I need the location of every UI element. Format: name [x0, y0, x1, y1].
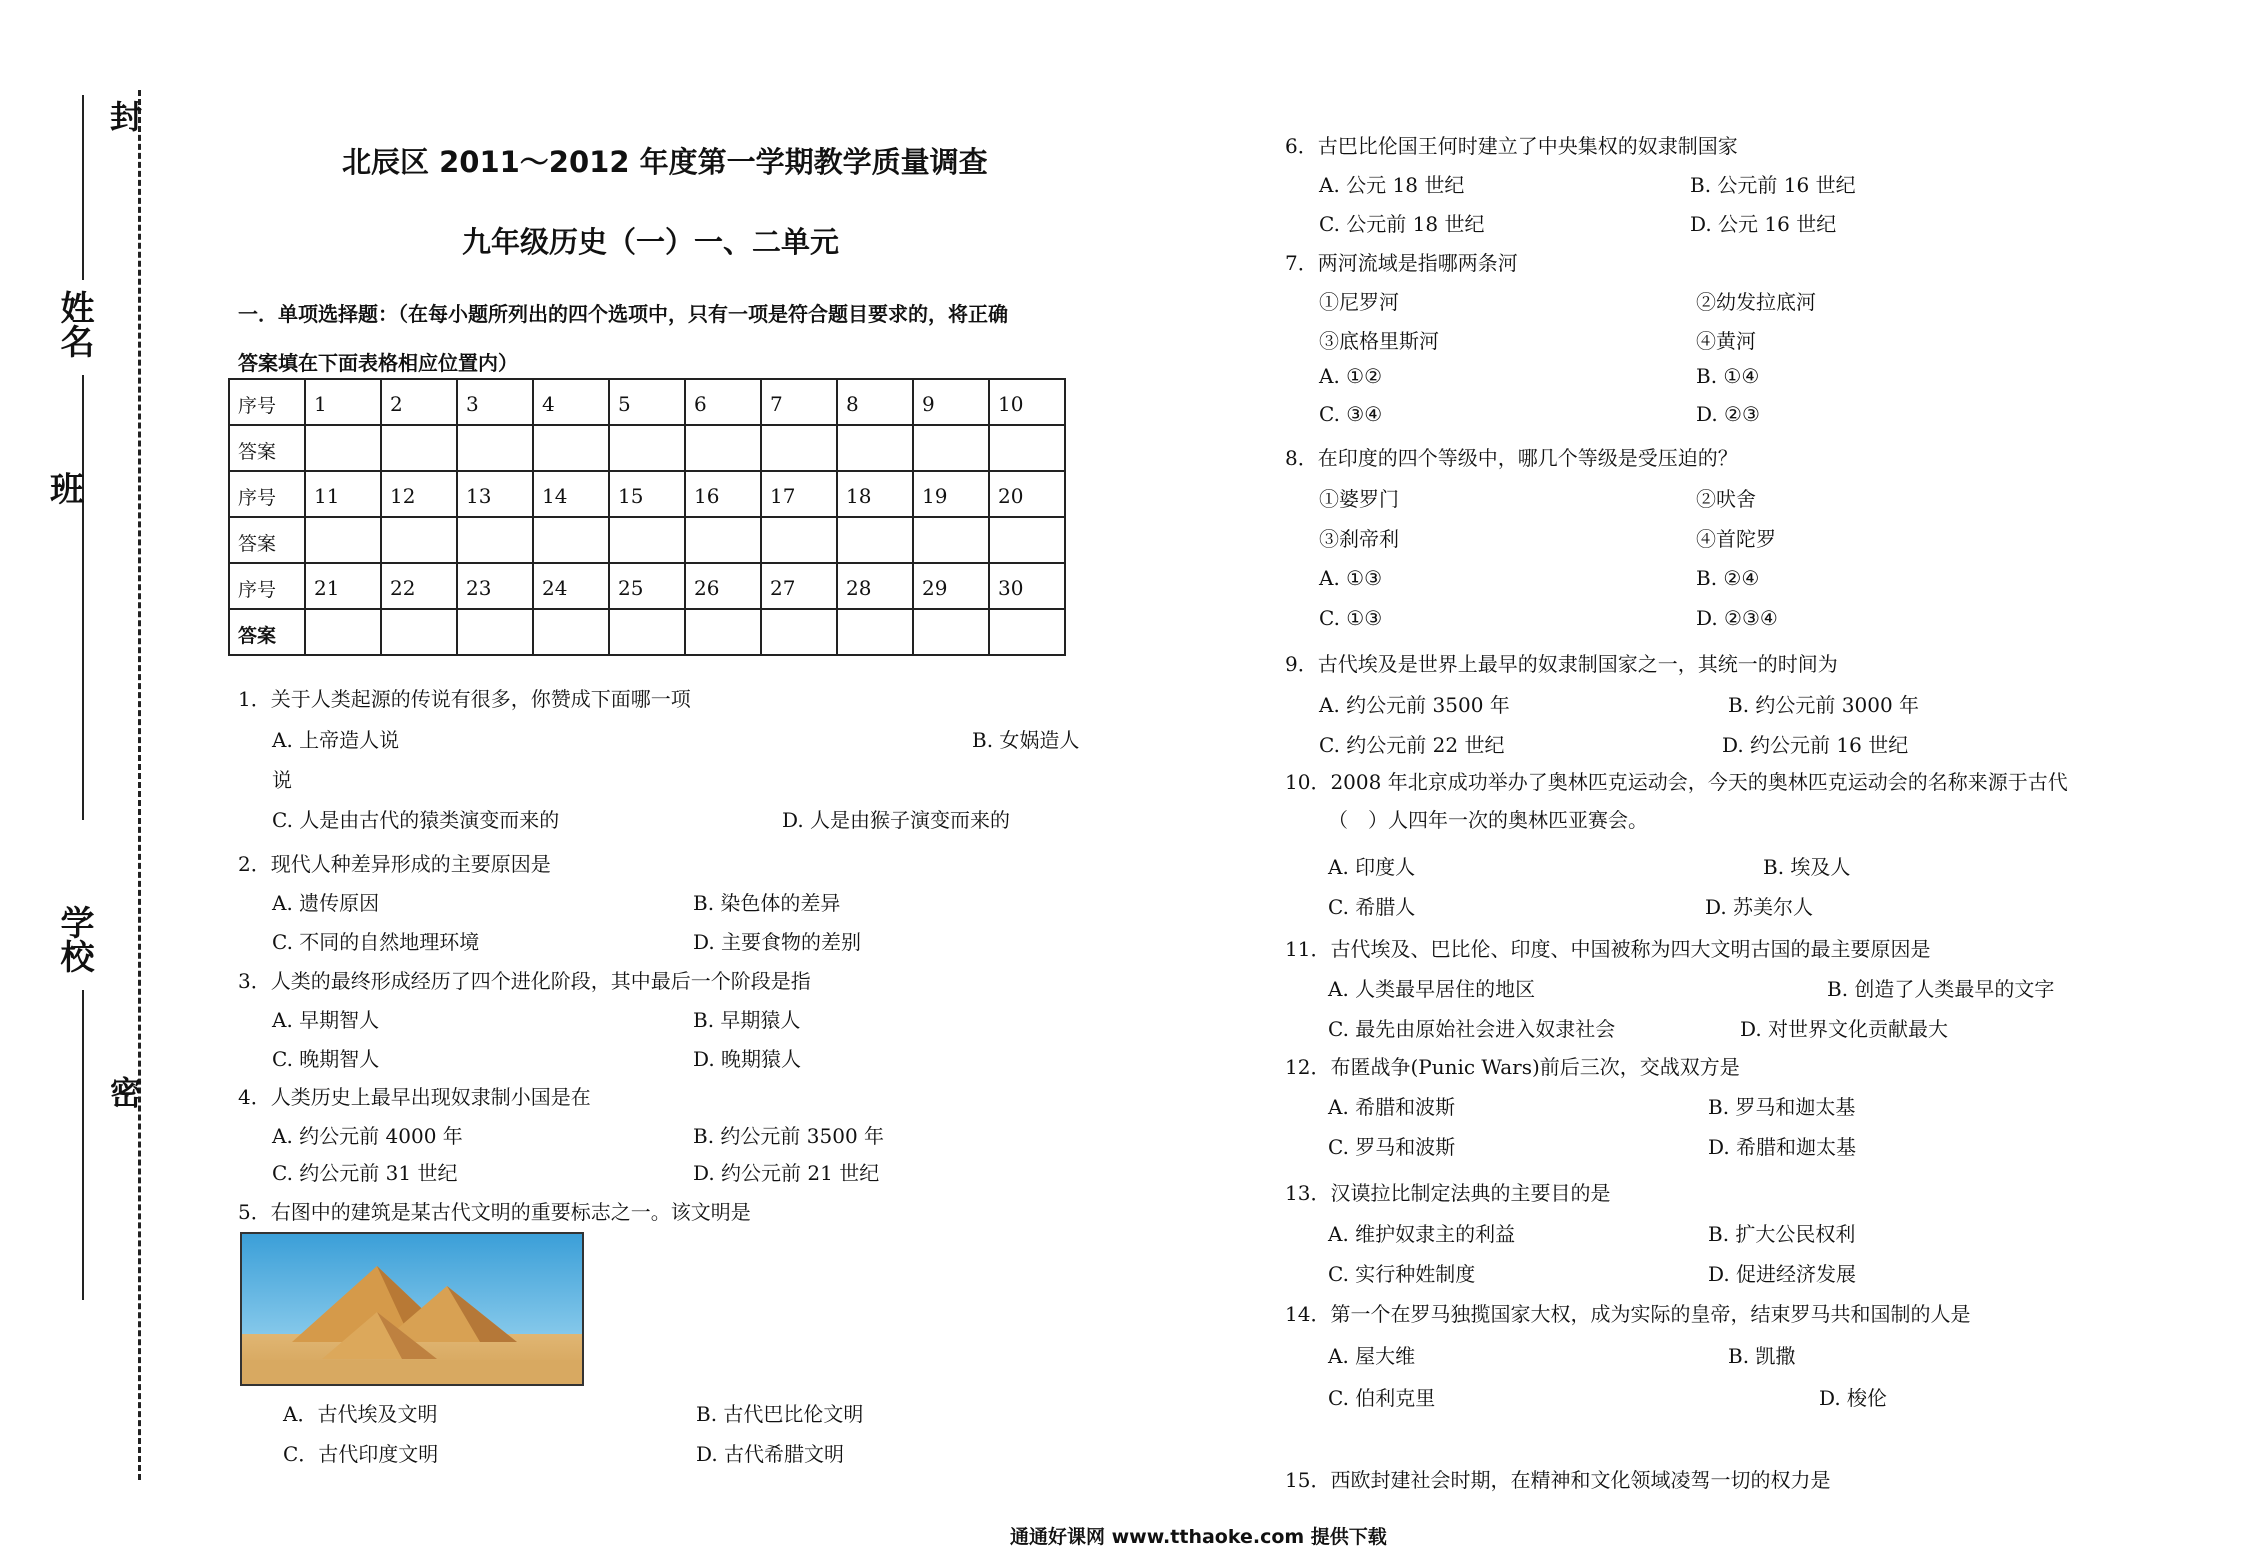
question-11-option-a: A. 人类最早居住的地区 — [1328, 977, 1536, 1001]
binding-line-middle — [82, 375, 84, 820]
answer-cell[interactable] — [305, 425, 381, 471]
answer-table — [228, 378, 1066, 656]
question-11-option-c: C. 最先由原始社会进入奴隶社会 — [1328, 1017, 1616, 1041]
table-cell: 29 — [913, 563, 989, 609]
question-5-stem: 5．右图中的建筑是某古代文明的重要标志之一。该文明是 — [238, 1200, 751, 1224]
question-9-option-d: D. 约公元前 16 世纪 — [1722, 733, 1909, 757]
question-1-option-a: A. 上帝造人说 — [272, 728, 400, 752]
question-7-item-3: ③底格里斯河 — [1319, 329, 1439, 353]
answer-cell[interactable] — [685, 425, 761, 471]
question-9-option-a: A. 约公元前 3500 年 — [1319, 693, 1510, 717]
question-8-item-3: ③刹帝利 — [1319, 527, 1399, 551]
question-5-option-a: A．古代埃及文明 — [283, 1402, 438, 1426]
question-12-stem: 12．布匿战争(Punic Wars)前后三次，交战双方是 — [1285, 1055, 1740, 1079]
table-cell: 2 — [381, 379, 457, 425]
question-13-option-b: B. 扩大公民权利 — [1708, 1222, 1856, 1246]
question-8-item-4: ④首陀罗 — [1696, 527, 1776, 551]
table-row — [229, 609, 1065, 655]
question-13-stem: 13．汉谟拉比制定法典的主要目的是 — [1285, 1181, 1611, 1205]
question-8-item-2: ②吠舍 — [1696, 487, 1756, 511]
table-cell: 23 — [457, 563, 533, 609]
question-14-option-d: D. 梭伦 — [1819, 1386, 1888, 1410]
table-header-cell: 序号 — [229, 471, 305, 517]
answer-cell[interactable] — [837, 517, 913, 563]
question-11-option-d: D. 对世界文化贡献最大 — [1740, 1017, 1949, 1041]
question-6-option-d: D. 公元 16 世纪 — [1690, 212, 1837, 236]
question-2-option-a: A. 遗传原因 — [272, 891, 380, 915]
question-5-option-d: D. 古代希腊文明 — [696, 1442, 845, 1466]
table-cell: 30 — [989, 563, 1065, 609]
answer-cell[interactable] — [685, 609, 761, 655]
footer-credit: 通通好课网 www.tthaoke.com 提供下载 — [1010, 1526, 1387, 1548]
binding-dashed-line — [138, 90, 141, 1480]
table-cell: 9 — [913, 379, 989, 425]
section-instruction-line2: 答案填在下面表格相应位置内） — [238, 351, 518, 375]
answer-cell[interactable] — [761, 609, 837, 655]
question-7-item-4: ④黄河 — [1696, 329, 1756, 353]
question-4-option-d: D. 约公元前 21 世纪 — [693, 1161, 880, 1185]
question-5-option-b: B. 古代巴比伦文明 — [696, 1402, 864, 1426]
table-cell: 28 — [837, 563, 913, 609]
question-13-option-a: A. 维护奴隶主的利益 — [1328, 1222, 1516, 1246]
table-cell: 21 — [305, 563, 381, 609]
table-cell: 3 — [457, 379, 533, 425]
answer-cell[interactable] — [533, 609, 609, 655]
answer-cell[interactable] — [989, 517, 1065, 563]
question-7-stem: 7．两河流域是指哪两条河 — [1285, 251, 1518, 275]
question-14-option-c: C. 伯利克里 — [1328, 1386, 1436, 1410]
question-11-option-b: B. 创造了人类最早的文字 — [1827, 977, 2055, 1001]
name-label: 姓名 — [54, 290, 94, 358]
question-15-stem: 15．西欧封建社会时期，在精神和文化领域凌驾一切的权力是 — [1285, 1468, 1831, 1492]
question-11-stem: 11．古代埃及、巴比伦、印度、中国被称为四大文明古国的最主要原因是 — [1285, 937, 1931, 961]
answer-cell[interactable] — [381, 425, 457, 471]
table-cell: 22 — [381, 563, 457, 609]
answer-cell[interactable] — [305, 517, 381, 563]
table-cell: 6 — [685, 379, 761, 425]
answer-cell[interactable] — [457, 425, 533, 471]
answer-cell[interactable] — [381, 609, 457, 655]
question-13-option-d: D. 促进经济发展 — [1708, 1262, 1857, 1286]
table-row — [229, 425, 1065, 471]
table-cell: 16 — [685, 471, 761, 517]
question-6-stem: 6．古巴比伦国王何时建立了中央集权的奴隶制国家 — [1285, 134, 1738, 158]
table-header-cell: 答案 — [229, 517, 305, 563]
answer-cell[interactable] — [609, 517, 685, 563]
question-8-stem: 8．在印度的四个等级中，哪几个等级是受压迫的？ — [1285, 446, 1738, 470]
question-12-option-c: C. 罗马和波斯 — [1328, 1135, 1456, 1159]
question-12-option-a: A. 希腊和波斯 — [1328, 1095, 1456, 1119]
answer-cell[interactable] — [913, 517, 989, 563]
table-cell: 27 — [761, 563, 837, 609]
table-cell: 8 — [837, 379, 913, 425]
question-3-option-d: D. 晚期猿人 — [693, 1047, 802, 1071]
question-7-item-2: ②幼发拉底河 — [1696, 290, 1816, 314]
question-10-option-d: D. 苏美尔人 — [1705, 895, 1814, 919]
table-row — [229, 379, 1065, 425]
question-1-option-d: D. 人是由猴子演变而来的 — [782, 808, 1011, 832]
answer-cell[interactable] — [837, 425, 913, 471]
question-14-option-a: A. 屋大维 — [1328, 1344, 1416, 1368]
question-3-option-a: A. 早期智人 — [272, 1008, 380, 1032]
question-6-option-a: A. 公元 18 世纪 — [1319, 173, 1465, 197]
question-7-option-c: C. ③④ — [1319, 402, 1383, 426]
question-10-stem-line2: （ ）人四年一次的奥林匹亚赛会。 — [1328, 808, 1648, 832]
table-cell: 24 — [533, 563, 609, 609]
question-7-option-a: A. ①② — [1319, 364, 1383, 388]
section-instruction-line1: 一．单项选择题：（在每小题所列出的四个选项中，只有一项是符合题目要求的，将正确 — [238, 302, 1008, 326]
answer-cell[interactable] — [609, 425, 685, 471]
table-header-cell: 序号 — [229, 563, 305, 609]
table-cell: 10 — [989, 379, 1065, 425]
table-cell: 25 — [609, 563, 685, 609]
table-row — [229, 517, 1065, 563]
question-8-option-c: C. ①③ — [1319, 606, 1383, 630]
binding-line-lower — [82, 990, 84, 1300]
question-7-option-d: D. ②③ — [1696, 402, 1760, 426]
question-14-stem: 14．第一个在罗马独揽国家大权，成为实际的皇帝，结束罗马共和国制的人是 — [1285, 1302, 1971, 1326]
question-4-option-c: C. 约公元前 31 世纪 — [272, 1161, 458, 1185]
question-6-option-b: B. 公元前 16 世纪 — [1690, 173, 1856, 197]
table-cell: 12 — [381, 471, 457, 517]
school-label: 学校 — [54, 905, 94, 973]
table-cell: 1 — [305, 379, 381, 425]
answer-cell[interactable] — [761, 425, 837, 471]
answer-cell[interactable] — [837, 609, 913, 655]
answer-cell[interactable] — [457, 517, 533, 563]
question-2-option-d: D. 主要食物的差别 — [693, 930, 862, 954]
class-label: 班 — [50, 470, 84, 510]
question-3-option-b: B. 早期猿人 — [693, 1008, 801, 1032]
question-1-option-b: B. 女娲造人 — [972, 728, 1080, 752]
question-3-option-c: C. 晚期智人 — [272, 1047, 380, 1071]
question-10-option-c: C. 希腊人 — [1328, 895, 1416, 919]
question-3-stem: 3．人类的最终形成经历了四个进化阶段，其中最后一个阶段是指 — [238, 969, 811, 993]
question-2-stem: 2．现代人种差异形成的主要原因是 — [238, 852, 551, 876]
table-cell: 5 — [609, 379, 685, 425]
page-subtitle: 九年级历史（一）一、二单元 — [462, 225, 840, 259]
question-2-option-c: C. 不同的自然地理环境 — [272, 930, 480, 954]
answer-cell[interactable] — [609, 609, 685, 655]
answer-cell[interactable] — [989, 425, 1065, 471]
question-4-option-a: A. 约公元前 4000 年 — [272, 1124, 463, 1148]
answer-cell[interactable] — [305, 609, 381, 655]
table-header-cell: 答案 — [229, 425, 305, 471]
question-12-option-b: B. 罗马和迦太基 — [1708, 1095, 1856, 1119]
answer-cell[interactable] — [533, 517, 609, 563]
question-1-option-c: C. 人是由古代的猿类演变而来的 — [272, 808, 560, 832]
table-cell: 15 — [609, 471, 685, 517]
pyramids-image — [240, 1232, 584, 1386]
table-row — [229, 471, 1065, 517]
question-10-option-b: B. 埃及人 — [1763, 855, 1851, 879]
question-8-option-a: A. ①③ — [1319, 566, 1383, 590]
question-8-option-b: B. ②④ — [1696, 566, 1760, 590]
table-header-cell: 答案 — [229, 609, 305, 655]
seal-mark-top: 封 — [110, 98, 143, 136]
table-cell: 26 — [685, 563, 761, 609]
table-row — [229, 563, 1065, 609]
question-14-option-b: B. 凯撒 — [1728, 1344, 1796, 1368]
question-9-option-c: C. 约公元前 22 世纪 — [1319, 733, 1505, 757]
question-2-option-b: B. 染色体的差异 — [693, 891, 841, 915]
answer-cell[interactable] — [533, 425, 609, 471]
question-9-option-b: B. 约公元前 3000 年 — [1728, 693, 1920, 717]
table-cell: 18 — [837, 471, 913, 517]
answer-cell[interactable] — [989, 609, 1065, 655]
table-cell: 13 — [457, 471, 533, 517]
answer-cell[interactable] — [913, 425, 989, 471]
table-cell: 4 — [533, 379, 609, 425]
answer-cell[interactable] — [685, 517, 761, 563]
answer-cell[interactable] — [761, 517, 837, 563]
question-1-option-b-wrap: 说 — [272, 768, 292, 792]
question-7-option-b: B. ①④ — [1696, 364, 1760, 388]
question-4-option-b: B. 约公元前 3500 年 — [693, 1124, 885, 1148]
question-7-item-1: ①尼罗河 — [1319, 290, 1399, 314]
question-13-option-c: C. 实行种姓制度 — [1328, 1262, 1476, 1286]
table-cell: 17 — [761, 471, 837, 517]
question-10-option-a: A. 印度人 — [1328, 855, 1416, 879]
question-8-item-1: ①婆罗门 — [1319, 487, 1399, 511]
table-cell: 11 — [305, 471, 381, 517]
question-4-stem: 4．人类历史上最早出现奴隶制小国是在 — [238, 1085, 591, 1109]
binding-line-top — [82, 95, 84, 280]
seal-mark-bottom: 密 — [110, 1074, 143, 1112]
question-9-stem: 9．古代埃及是世界上最早的奴隶制国家之一，其统一的时间为 — [1285, 652, 1838, 676]
question-8-option-d: D. ②③④ — [1696, 606, 1778, 630]
table-cell: 7 — [761, 379, 837, 425]
question-1-stem: 1．关于人类起源的传说有很多，你赞成下面哪一项 — [238, 687, 691, 711]
table-header-cell: 序号 — [229, 379, 305, 425]
table-cell: 14 — [533, 471, 609, 517]
table-cell: 20 — [989, 471, 1065, 517]
question-5-option-c: C．古代印度文明 — [283, 1442, 439, 1466]
table-cell: 19 — [913, 471, 989, 517]
question-12-option-d: D. 希腊和迦太基 — [1708, 1135, 1857, 1159]
answer-cell[interactable] — [913, 609, 989, 655]
question-6-option-c: C. 公元前 18 世纪 — [1319, 212, 1485, 236]
answer-cell[interactable] — [457, 609, 533, 655]
page-title: 北辰区 2011～2012 年度第一学期教学质量调查 — [342, 145, 988, 179]
question-10-stem: 10．2008 年北京成功举办了奥林匹克运动会，今天的奥林匹克运动会的名称来源于古代 — [1285, 770, 2068, 794]
answer-cell[interactable] — [381, 517, 457, 563]
